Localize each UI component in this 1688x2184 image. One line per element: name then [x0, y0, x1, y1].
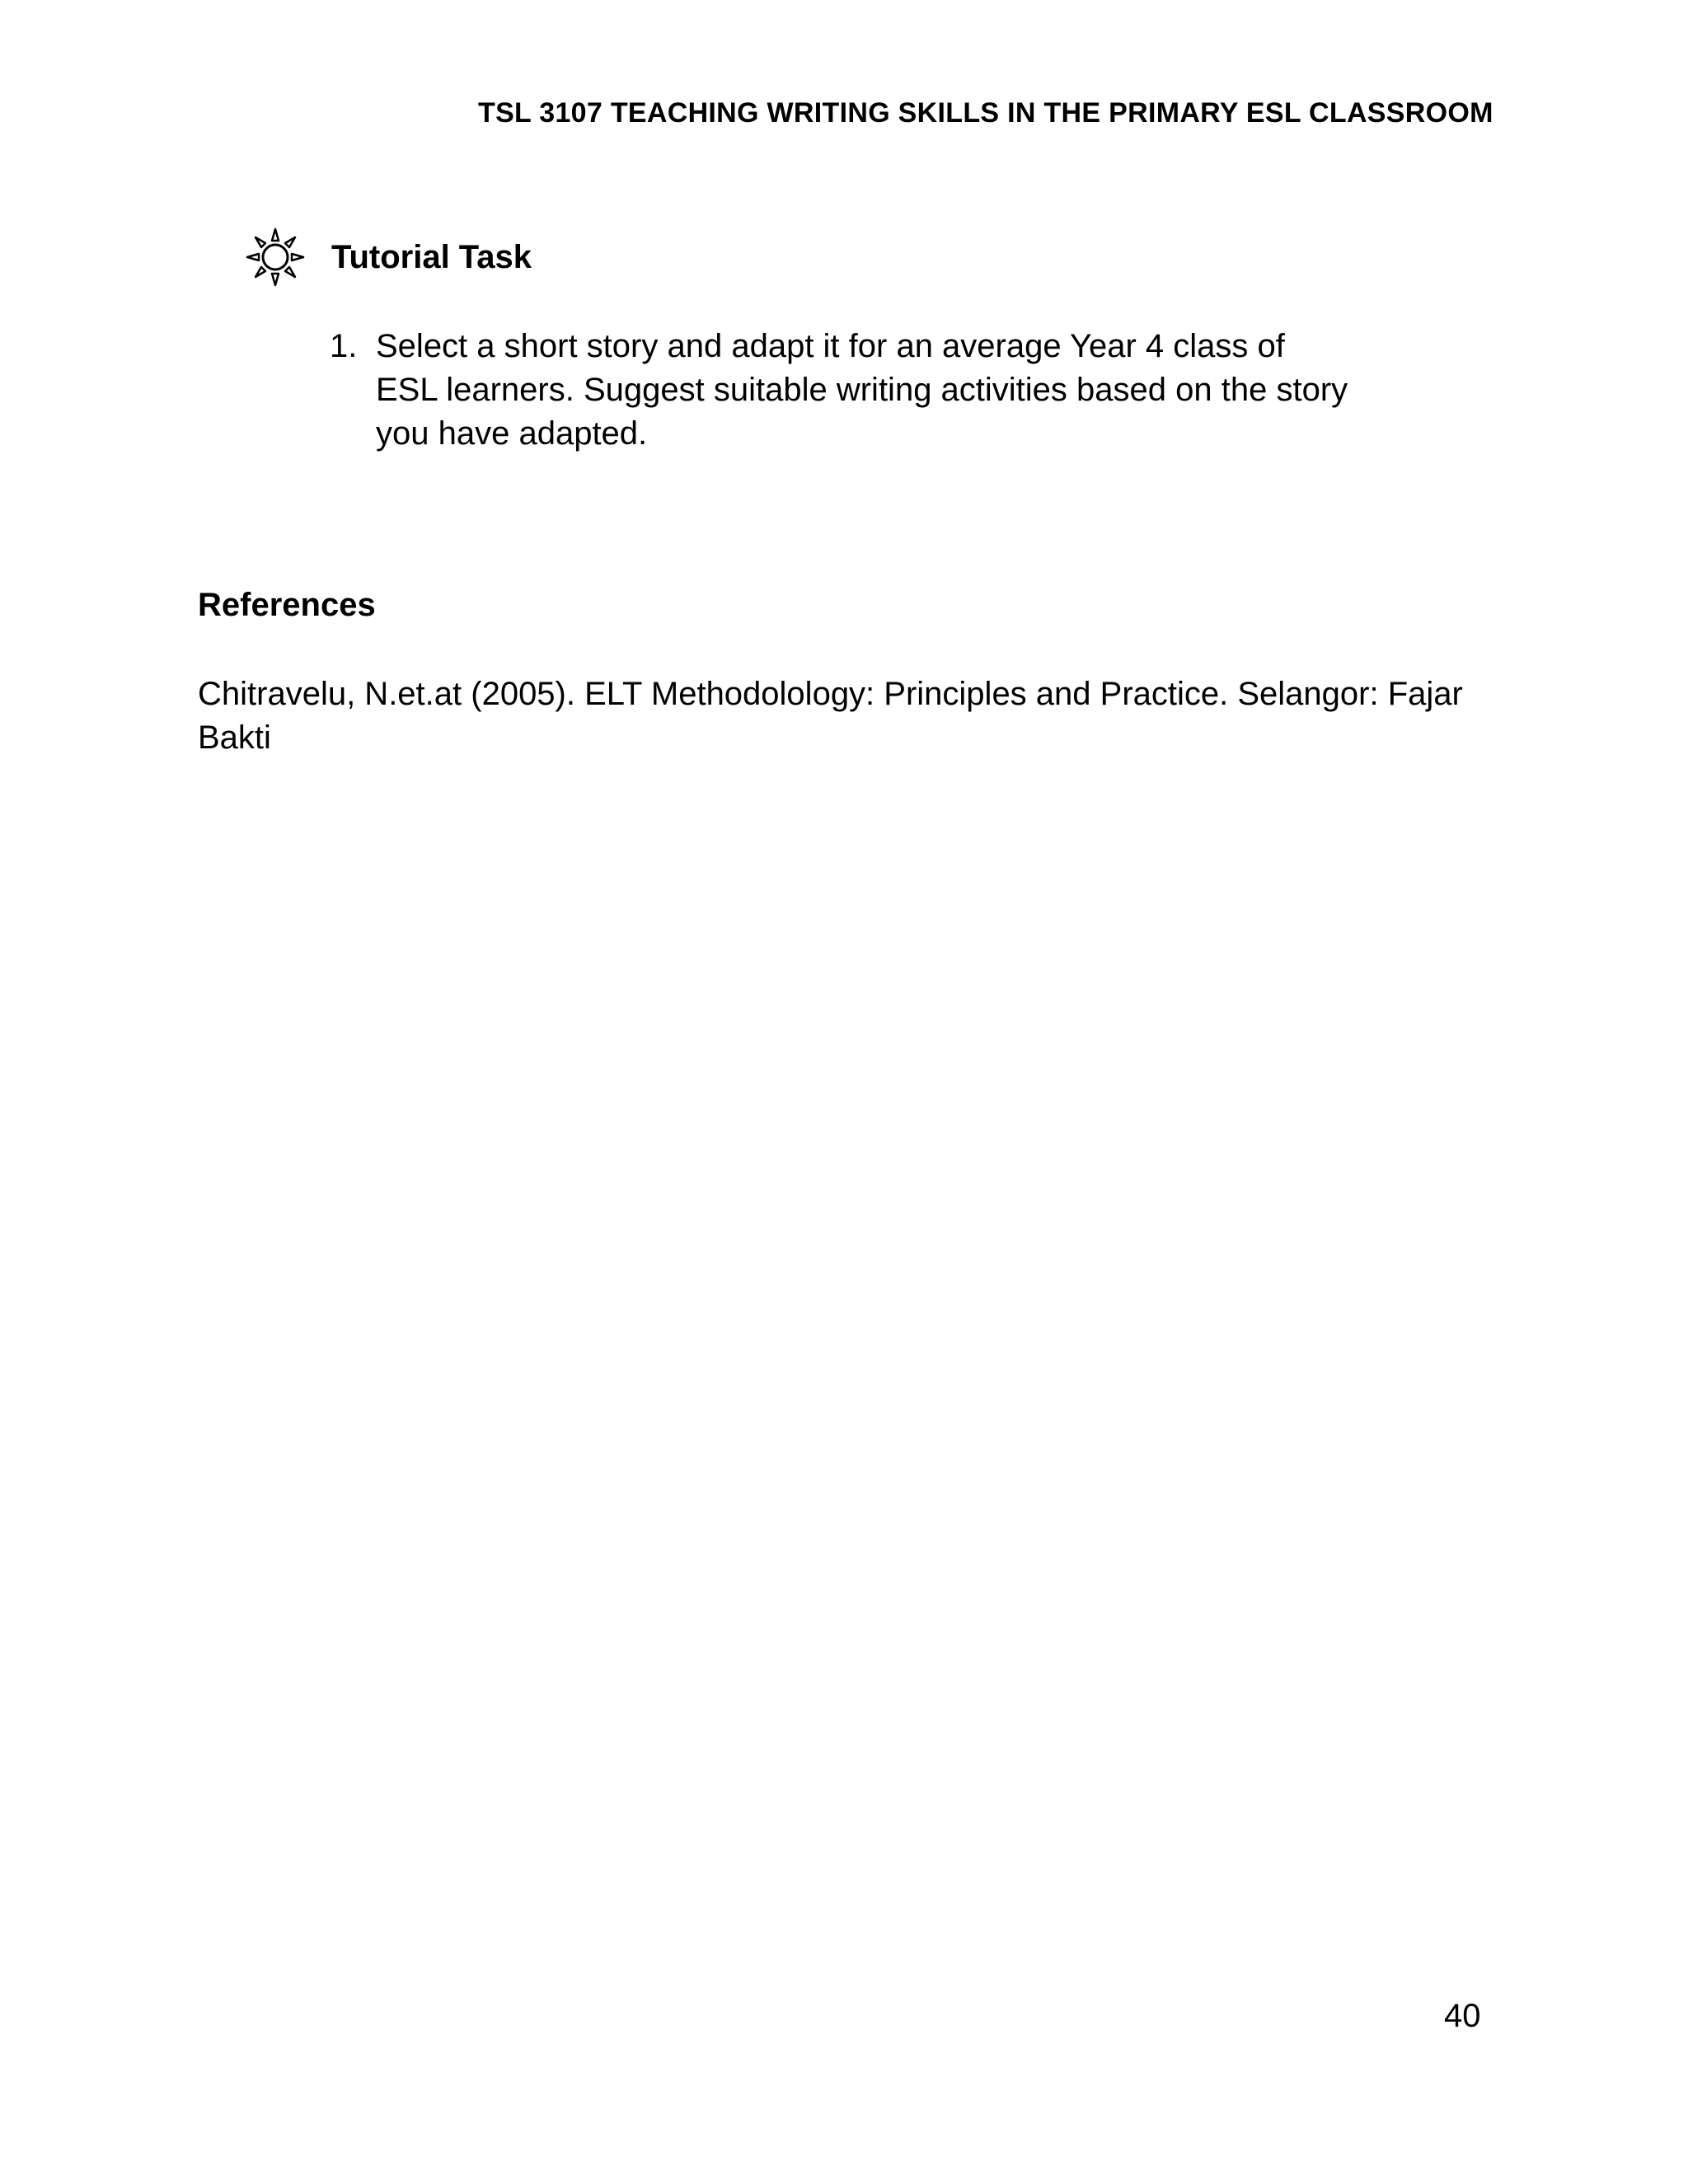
references-heading: References	[198, 587, 376, 623]
reference-entry	[198, 673, 1500, 760]
tutorial-task-list	[330, 325, 1401, 456]
running-header: TSL 3107 TEACHING WRITING SKILLS IN THE PRIMARY ESL CLASSROOM	[478, 97, 1493, 129]
task-item-line: Select a short story and adapt it for an average Year 4 class of	[376, 328, 1285, 364]
task-item-text	[376, 325, 1348, 456]
task-item-line: you have adapted.	[376, 415, 648, 452]
tutorial-task-heading	[244, 224, 532, 290]
tutorial-task-title: Tutorial Task	[331, 238, 532, 275]
reference-line: Bakti	[198, 719, 271, 756]
task-item-line: ESL learners. Suggest suitable writing activities based on the story	[376, 372, 1348, 408]
task-item-number: 1.	[330, 328, 358, 364]
page-number: 40	[1444, 1998, 1481, 2034]
task-item	[330, 325, 1401, 456]
sun-icon	[244, 226, 307, 288]
reference-line: Chitravelu, N.et.at (2005). ELT Methodolology: Principles and Practice. Selangor: Fajar	[198, 676, 1463, 712]
